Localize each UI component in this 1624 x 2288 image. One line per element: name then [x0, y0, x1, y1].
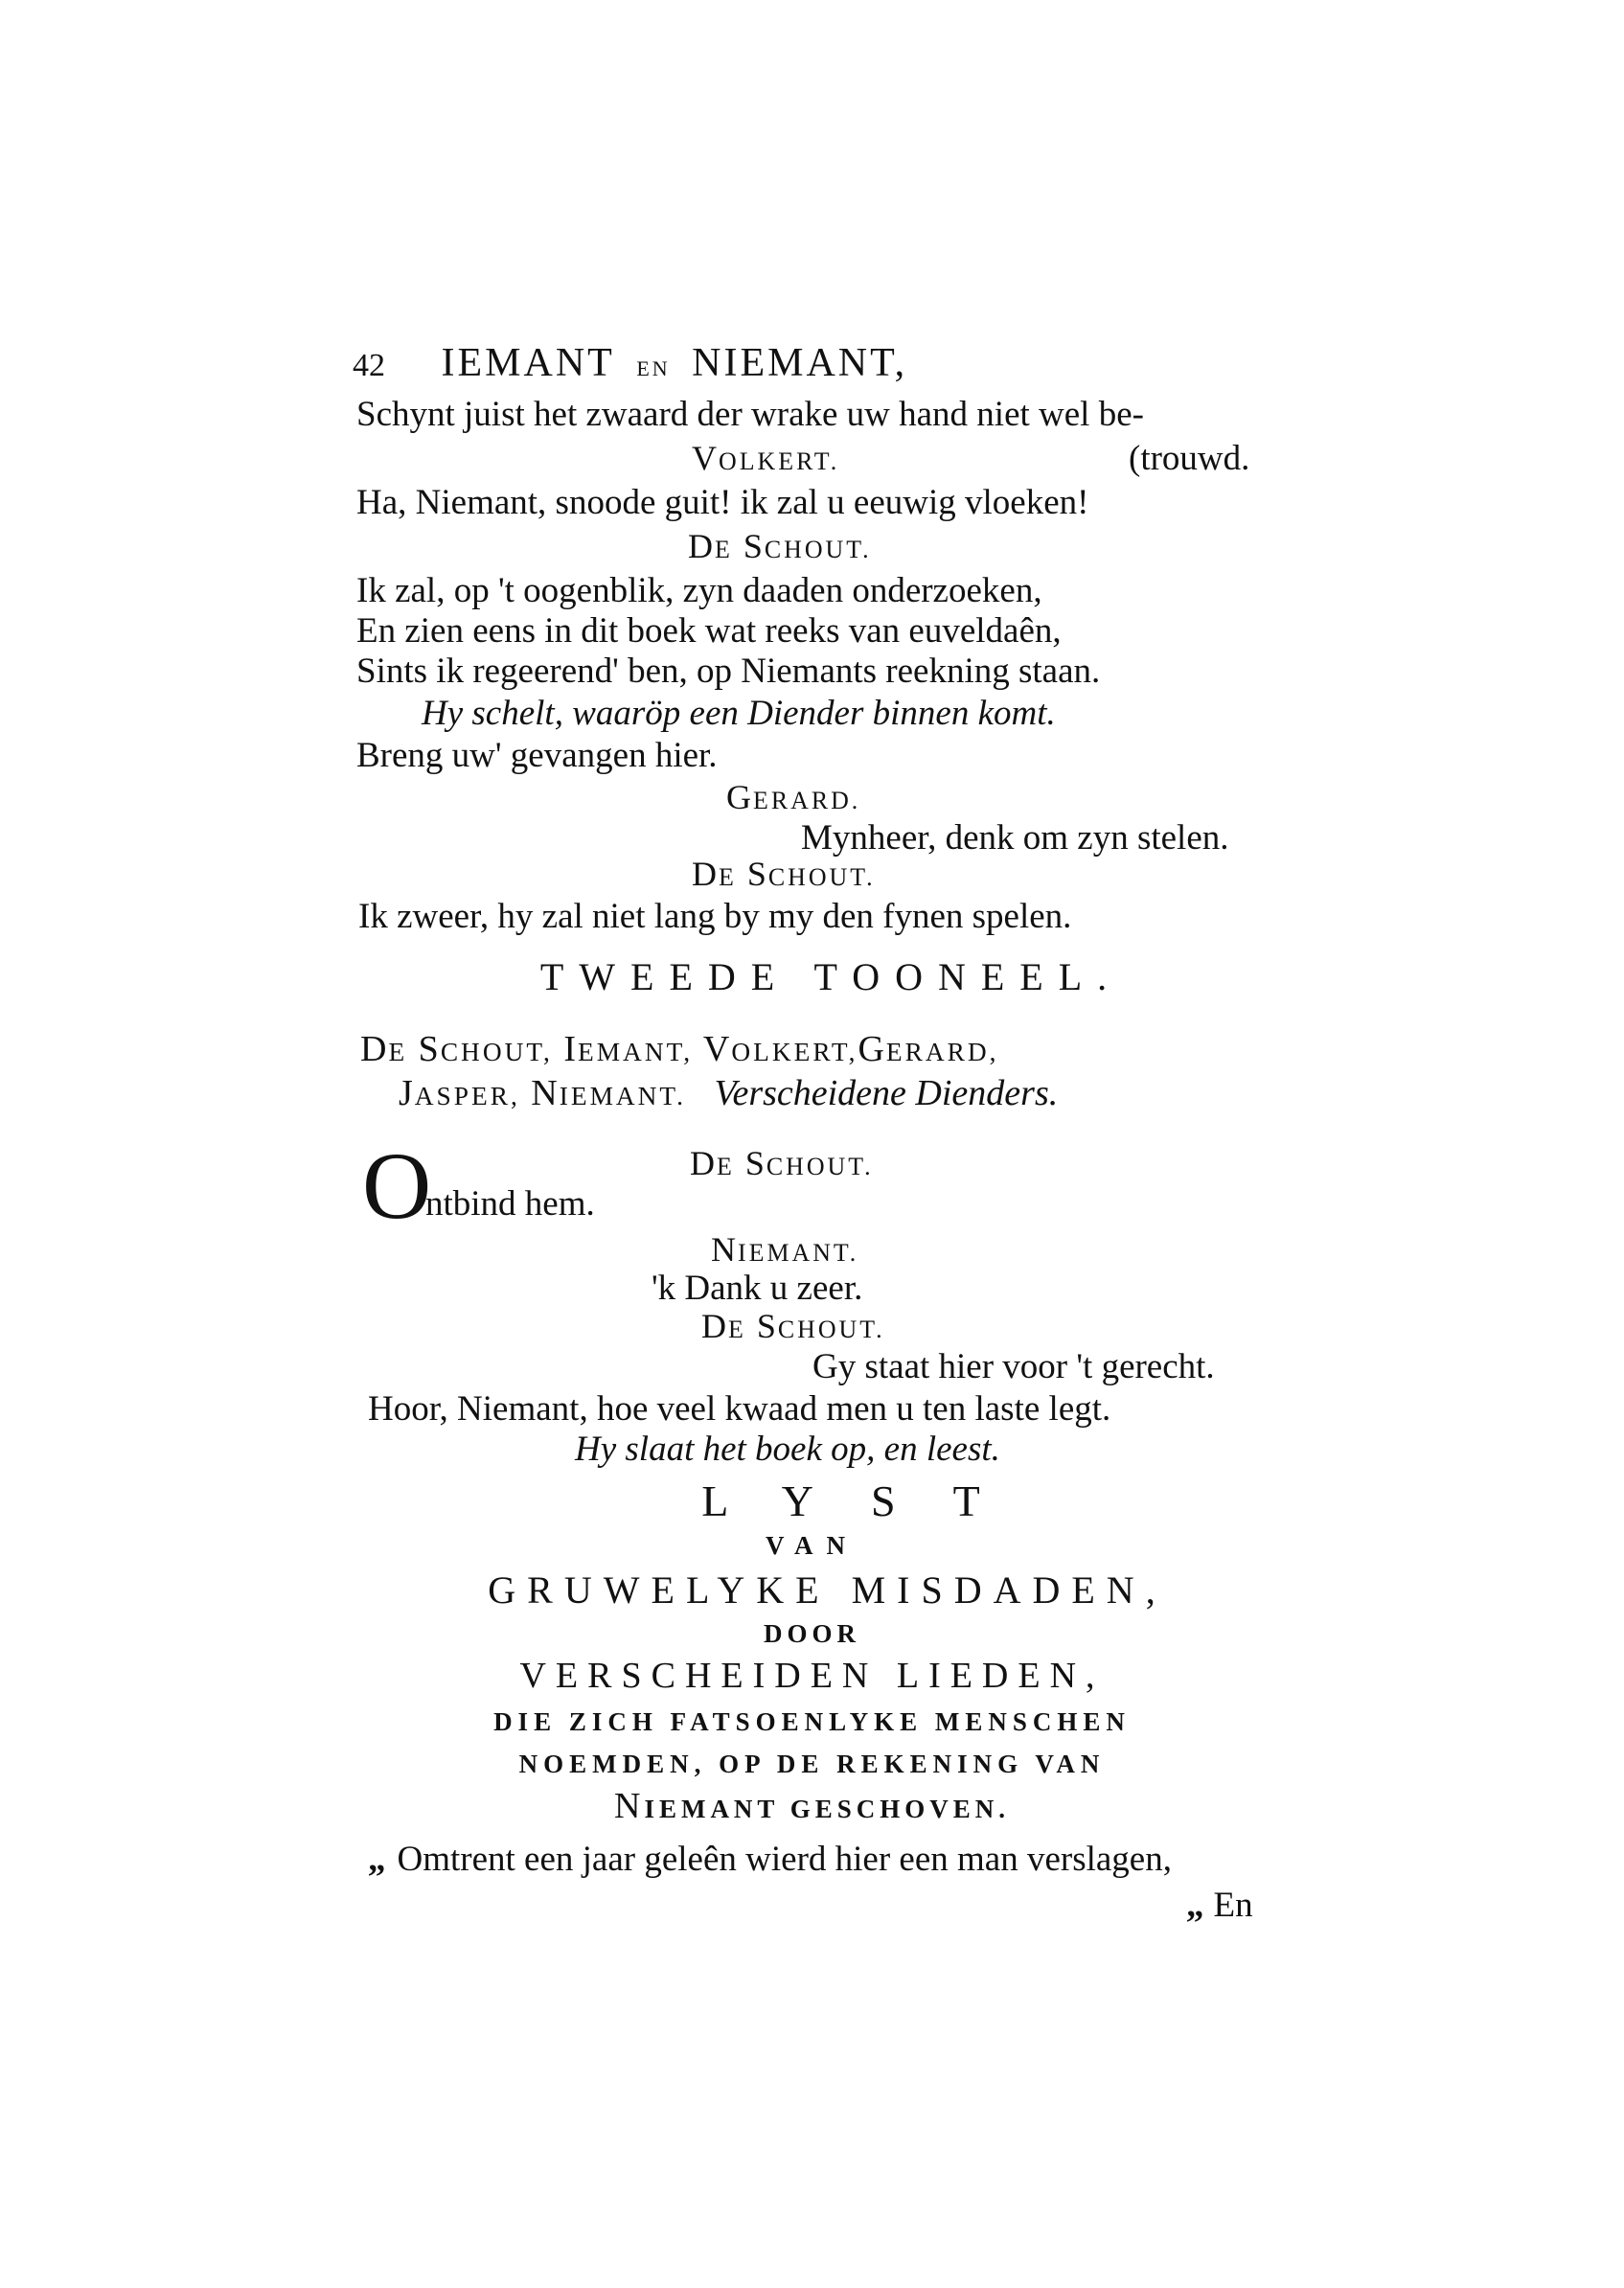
cast-list-line: JASPER, NIEMANT. Verscheidene Dienders. [399, 1073, 1059, 1113]
speaker-name: DE SCHOUT. [692, 855, 876, 893]
verse-line: Ik zal, op 't oogenblik, zyn daaden onderzoeken, [356, 571, 1042, 610]
header-title-part2: NIEMANT, [692, 341, 908, 385]
verse-line: 'k Dank u zeer. [652, 1269, 863, 1308]
catchword: „ En [1186, 1886, 1253, 1925]
page-number: 42 [353, 348, 385, 383]
speaker-name: DE SCHOUT. [690, 1144, 874, 1182]
list-heading: GRUWELYKE MISDADEN, [488, 1568, 1167, 1612]
header-title-part1: IEMANT [441, 341, 615, 385]
verse-line: Ha, Niemant, snoode guit! ik zal u eeuwig vloeken! [356, 483, 1089, 522]
speaker-name: GERARD. [726, 778, 861, 816]
speaker-name: VOLKERT. [692, 439, 840, 477]
list-heading-line: DIE ZICH FATSOENLYKE MENSCHEN [493, 1707, 1131, 1736]
verse-line-continuation: (trouwd. [1129, 439, 1250, 478]
list-heading-line: NOEMDEN, OP DE REKENING VAN [518, 1750, 1106, 1778]
verse-line: En zien eens in dit boek wat reeks van euveldaên, [356, 611, 1062, 651]
stage-direction: Hy slaat het boek op, en leest. [575, 1430, 1000, 1469]
scene-title: TWEEDE TOONEEL. [539, 955, 1123, 998]
verse-line: ntbind hem. [425, 1184, 595, 1224]
verse-line: Schynt juist het zwaard der wrake uw hand niet wel be- [356, 395, 1144, 434]
drop-cap: O [362, 1133, 432, 1239]
running-header [353, 343, 907, 383]
list-subtitle: VAN [765, 1531, 858, 1560]
stage-direction: Hy schelt, waaröp een Diender binnen komt. [422, 694, 1056, 733]
verse-line: Mynheer, denk om zyn stelen. [801, 818, 1229, 858]
list-heading: VERSCHEIDEN LIEDEN, [519, 1656, 1105, 1696]
verse-line: Sints ik regeerend' ben, op Niemants reekning staan. [356, 652, 1101, 691]
speaker-name: NIEMANT. [711, 1230, 859, 1269]
verse-line: Ik zweer, hy zal niet lang by my den fynen spelen. [358, 897, 1072, 936]
verse-line: Gy staat hier voor 't gerecht. [812, 1347, 1215, 1386]
header-title-en: EN [636, 356, 671, 380]
list-subtitle: DOOR [764, 1619, 860, 1648]
verse-line: „ Omtrent een jaar geleên wierd hier een man verslagen, [368, 1840, 1172, 1879]
list-heading-line: NIEMANT GESCHOVEN. [613, 1786, 1010, 1826]
list-title: LYST [701, 1476, 1038, 1525]
speaker-name: DE SCHOUT. [701, 1307, 885, 1345]
speaker-name: DE SCHOUT. [688, 527, 872, 565]
cast-list-line: DE SCHOUT, IEMANT, VOLKERT,GERARD, [360, 1029, 999, 1069]
verse-line: Breng uw' gevangen hier. [356, 736, 718, 775]
verse-line: Hoor, Niemant, hoe veel kwaad men u ten laste legt. [368, 1389, 1111, 1429]
